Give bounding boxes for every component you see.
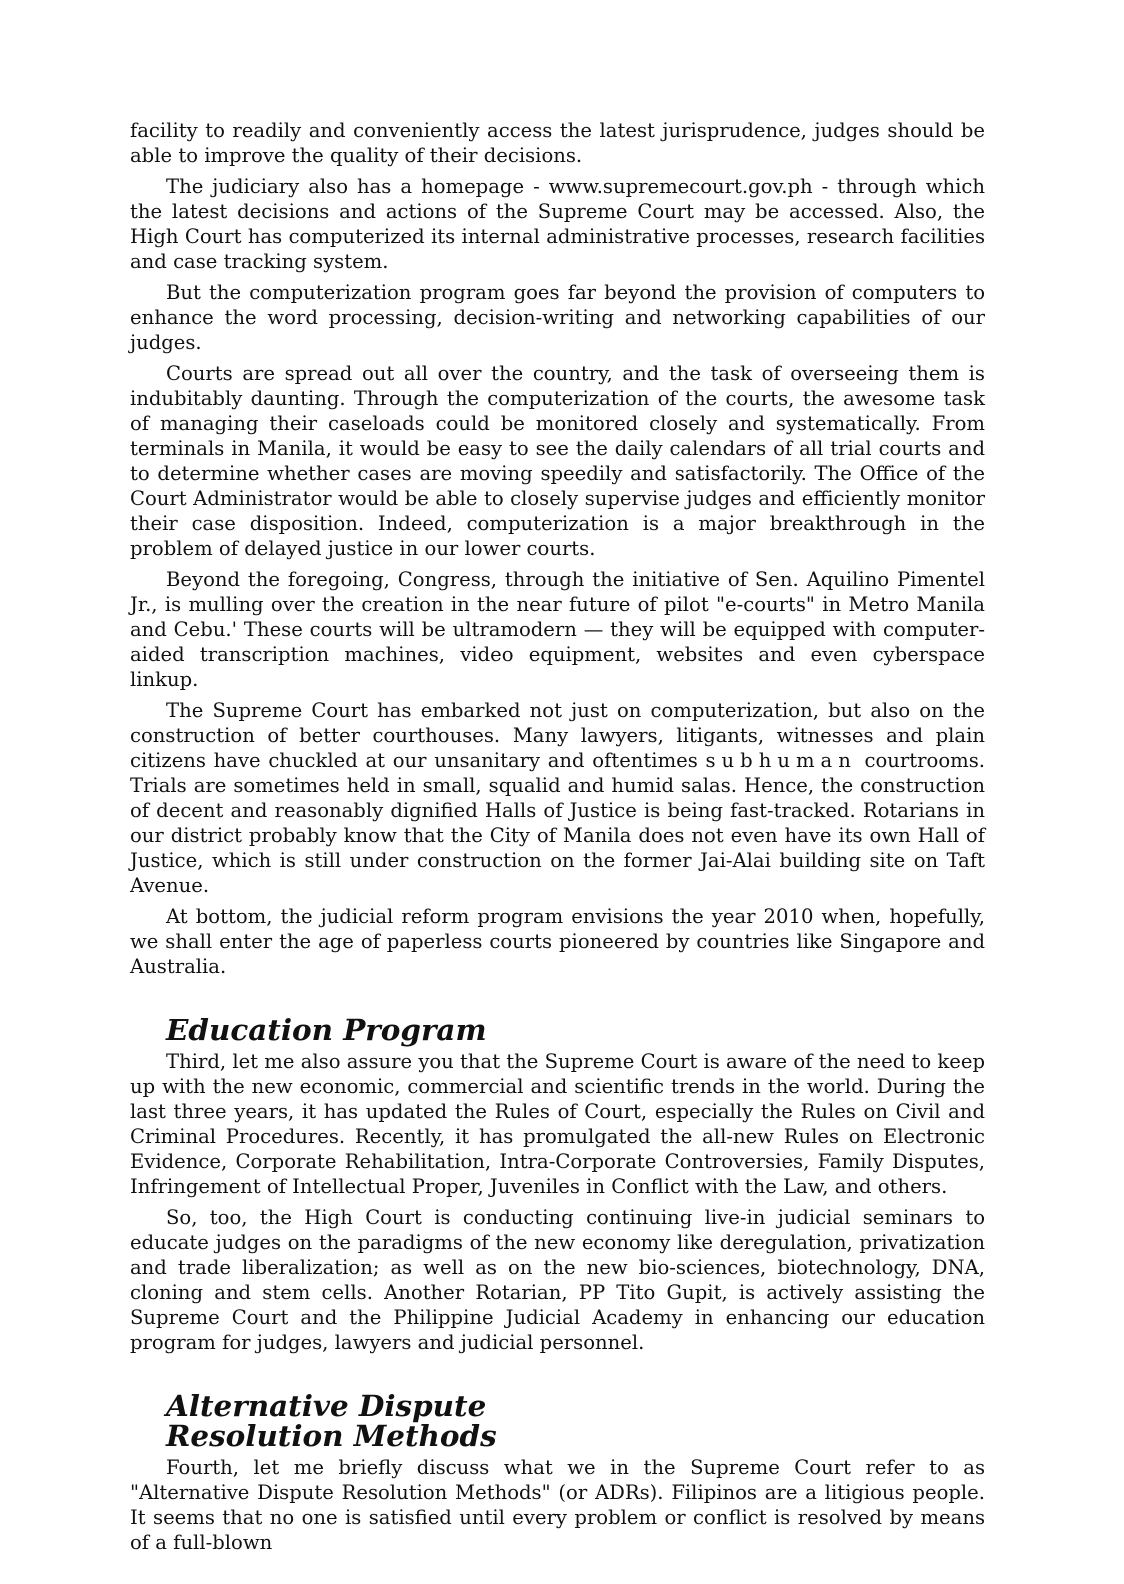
paragraph-courthouses — [130, 698, 985, 898]
heading-line-2: Resolution Methods — [166, 1418, 497, 1453]
courthouses-text-after: courtrooms. Trials are sometimes held in small, squalid and humid salas. Hence, the construction of decent and reasonably dignified Halls of Justice is being fast-tracked. Rotarians in our district probably know that the City of Manila does not even have its own Hall of Justice, which is still under construction on the former Jai-Alai building site on Taft Avenue. — [130, 749, 985, 897]
paragraph-homepage: The judiciary also has a homepage - www.supremecourt.gov.ph - through which the latest decisions and actions of the Supreme Court may be accessed. Also, the High Court has computerized its internal administrative processes, research facilities and case tracking system. — [130, 175, 985, 273]
paragraph-judicial-seminars: So, too, the High Court is conducting continuing live-in judicial seminars to educate judges on the paradigms of the new economy like deregulation, privatization and trade liberalization; as well as on the new bio-sciences, biotechnology, DNA, cloning and stem cells. Another Rotarian, PP Tito Gupit, is actively assisting the Supreme Court and the Philippine Judicial Academy in enhancing our education program for judges, lawyers and judicial personnel. — [130, 1206, 985, 1354]
courthouses-text-before: The Supreme Court has embarked not just on computerization, but also on the construction of better courthouses. Many lawyers, litigants, witnesses and plain citizens have chuckled at our unsanitary and oftentimes — [130, 699, 985, 772]
paragraph-courts-oversight: Courts are spread out all over the country, and the task of overseeing them is indubitably daunting. Through the computerization of the courts, the awesome task of managing their caseloads could be monitored closely and systematically. From terminals in Manila, it would be easy to see the daily calendars of all trial courts and to determine whether cases are moving speedily and satisfactorily. The Office of the Court Administrator would be able to closely supervise judges and efficiently monitor their case disposition. Indeed, computerization is a major breakthrough in the problem of delayed justice in our lower courts. — [130, 362, 985, 560]
paragraph-paperless-courts: At bottom, the judicial reform program envisions the year 2010 when, hopefully, we shall enter the age of paperless courts pioneered by countries like Singapore and Australia. — [130, 905, 985, 978]
courthouses-spaced-word: subhuman — [705, 749, 857, 772]
document-page — [130, 118, 985, 1561]
paragraph-jurisprudence-continued: facility to readily and conveniently access the latest jurisprudence, judges should be able to improve the quality of their decisions. — [130, 119, 985, 167]
heading-alternative-dispute-resolution — [166, 1388, 985, 1453]
heading-education-program: Education Program — [166, 1012, 487, 1047]
paragraph-computerization-program: But the computerization program goes far beyond the provision of computers to enhance the word processing, decision-writing and networking capabilities of our judges. — [130, 281, 985, 354]
paragraph-adr-intro: Fourth, let me briefly discuss what we in the Supreme Court refer to as "Alternative Dispute Resolution Methods" (or ADRs). Filipinos are a litigious people. It seems that no one is satisfied until every problem or conflict is resolved by means of a full-blown — [130, 1456, 985, 1554]
paragraph-rules-of-court: Third, let me also assure you that the Supreme Court is aware of the need to keep up with the new economic, commercial and scientific trends in the world. During the last three years, it has updated the Rules of Court, especially the Rules on Civil and Criminal Procedures. Recently, it has promulgated the all-new Rules on Electronic Evidence, Corporate Rehabilitation, Intra-Corporate Controversies, Family Disputes, Infringement of Intellectual Proper, Juveniles in Conflict with the Law, and others. — [130, 1050, 986, 1198]
heading-line-1: Alternative Dispute — [166, 1388, 487, 1423]
paragraph-e-courts: Beyond the foregoing, Congress, through the initiative of Sen. Aquilino Pimentel Jr., is mulling over the creation in the near future of pilot "e-courts" in Metro Manila and Cebu.' These courts will be ultramodern — they will be equipped with computer-aided transcription machines, video equipment, websites and even cyberspace linkup. — [130, 568, 985, 691]
